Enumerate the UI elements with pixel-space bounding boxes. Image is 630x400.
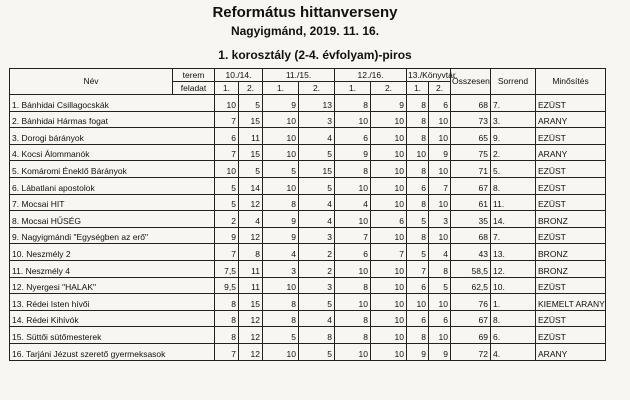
team-number: 12. xyxy=(12,282,24,293)
rank-cell: 14. xyxy=(491,211,536,228)
score-cell: 10 xyxy=(263,343,299,360)
score-cell: 11 xyxy=(239,277,263,294)
score-cell: 7 xyxy=(215,144,239,161)
score-cell: 5 xyxy=(263,161,299,178)
score-cell: 10 xyxy=(215,161,239,178)
score-cell: 5 xyxy=(299,294,335,311)
score-cell: 8 xyxy=(407,327,429,344)
total-cell: 68 xyxy=(451,95,491,112)
score-cell: 6 xyxy=(335,244,371,261)
score-cell: 4 xyxy=(299,211,335,228)
score-cell: 10 xyxy=(335,294,371,311)
team-cell xyxy=(10,128,215,145)
score-cell: 8 xyxy=(407,111,429,128)
rank-cell: 7. xyxy=(491,227,536,244)
score-cell: 9 xyxy=(263,211,299,228)
score-cell: 3 xyxy=(299,111,335,128)
team-number: 8. xyxy=(12,215,20,226)
team-name: Tarjáni Jézust szerető gyermeksasok xyxy=(26,348,166,359)
total-cell: 68 xyxy=(451,227,491,244)
header-room-3: 12./16. xyxy=(335,69,407,82)
rank-cell: 11. xyxy=(491,194,536,211)
score-cell: 6 xyxy=(407,310,429,327)
score-cell: 10 xyxy=(371,161,407,178)
rank-cell: 2. xyxy=(491,144,536,161)
rank-cell: 3. xyxy=(491,111,536,128)
score-cell: 6 xyxy=(335,128,371,145)
rank-cell: 5. xyxy=(491,161,536,178)
score-cell: 6 xyxy=(371,211,407,228)
score-cell: 12 xyxy=(239,227,263,244)
team-cell xyxy=(10,277,215,294)
team-name: Mocsai HŰSÉG xyxy=(21,215,81,226)
team-number: 15. xyxy=(12,331,24,342)
team-name: Rédei Isten hívői xyxy=(26,298,90,309)
score-cell: 10 xyxy=(335,260,371,277)
score-cell: 3 xyxy=(299,277,335,294)
score-cell: 15 xyxy=(239,111,263,128)
score-cell: 5 xyxy=(263,327,299,344)
team-cell xyxy=(10,260,215,277)
team-cell xyxy=(10,211,215,228)
score-cell: 8 xyxy=(407,95,429,112)
score-cell: 4 xyxy=(263,244,299,261)
team-number: 2. xyxy=(12,116,20,127)
grade-cell: EZÜST xyxy=(536,277,606,294)
score-cell: 10 xyxy=(371,260,407,277)
score-cell: 15 xyxy=(299,161,335,178)
score-cell: 12 xyxy=(239,327,263,344)
header-osszesen: Összesen xyxy=(451,69,491,95)
score-cell: 10 xyxy=(371,111,407,128)
score-cell: 8 xyxy=(215,310,239,327)
score-cell: 10 xyxy=(429,227,451,244)
table-row xyxy=(10,260,606,277)
score-cell: 5 xyxy=(429,277,451,294)
team-number: 14. xyxy=(12,315,24,326)
score-cell: 10 xyxy=(429,128,451,145)
score-cell: 6 xyxy=(429,95,451,112)
rank-cell: 6. xyxy=(491,327,536,344)
score-cell: 10 xyxy=(335,211,371,228)
score-cell: 10 xyxy=(371,327,407,344)
score-cell: 8 xyxy=(407,161,429,178)
score-cell: 3 xyxy=(299,227,335,244)
score-cell: 4 xyxy=(335,194,371,211)
score-cell: 2 xyxy=(299,260,335,277)
score-cell: 12 xyxy=(239,310,263,327)
grade-cell: EZÜST xyxy=(536,310,606,327)
page-subtitle: Nagyigmánd, 2019. 11. 16. xyxy=(230,24,380,38)
score-cell: 2 xyxy=(215,211,239,228)
rank-cell: 8. xyxy=(491,177,536,194)
team-number: 13. xyxy=(12,298,24,309)
rank-cell: 8. xyxy=(491,310,536,327)
grade-cell: EZÜST xyxy=(536,161,606,178)
score-cell: 5 xyxy=(239,95,263,112)
team-number: 5. xyxy=(12,165,20,176)
grade-cell: EZÜST xyxy=(536,227,606,244)
grade-cell: KIEMELT ARANY xyxy=(536,294,606,311)
rank-cell: 1. xyxy=(491,294,536,311)
score-cell: 8 xyxy=(335,95,371,112)
score-cell: 8 xyxy=(263,194,299,211)
team-cell xyxy=(10,194,215,211)
score-cell: 6 xyxy=(429,310,451,327)
score-cell: 15 xyxy=(239,144,263,161)
team-cell xyxy=(10,144,215,161)
score-cell: 5 xyxy=(215,177,239,194)
team-cell xyxy=(10,294,215,311)
grade-cell: EZÜST xyxy=(536,177,606,194)
team-name: Neszmély 2 xyxy=(26,248,71,259)
score-cell: 8 xyxy=(263,310,299,327)
header-name: Név xyxy=(10,69,173,95)
score-cell: 10 xyxy=(263,128,299,145)
header-minosites: Minősítés xyxy=(536,69,606,95)
score-cell: 15 xyxy=(239,294,263,311)
team-cell xyxy=(10,95,215,112)
table-row xyxy=(10,95,606,112)
results-body xyxy=(10,95,606,361)
score-cell: 11 xyxy=(239,128,263,145)
header-feladat: feladat xyxy=(173,82,215,95)
team-number: 7. xyxy=(12,199,20,210)
team-number: 1. xyxy=(12,99,20,110)
grade-cell: EZÜST xyxy=(536,128,606,145)
score-cell: 8 xyxy=(407,194,429,211)
team-number: 10. xyxy=(12,248,24,259)
table-row xyxy=(10,128,606,145)
score-cell: 10 xyxy=(263,111,299,128)
score-cell: 10 xyxy=(429,111,451,128)
team-number: 11. xyxy=(12,265,24,276)
score-cell: 8 xyxy=(407,227,429,244)
score-cell: 12 xyxy=(239,194,263,211)
grade-cell: EZÜST xyxy=(536,95,606,112)
table-row xyxy=(10,294,606,311)
header-sub-2: 2. xyxy=(299,82,335,95)
header-sub-1: 1. xyxy=(263,82,299,95)
score-cell: 10 xyxy=(263,177,299,194)
header-sub-2: 2. xyxy=(429,82,451,95)
score-cell: 10 xyxy=(263,277,299,294)
team-number: 16. xyxy=(12,348,24,359)
rank-cell: 4. xyxy=(491,343,536,360)
total-cell: 35 xyxy=(451,211,491,228)
score-cell: 4 xyxy=(299,128,335,145)
table-row xyxy=(10,194,606,211)
table-row xyxy=(10,327,606,344)
total-cell: 71 xyxy=(451,161,491,178)
grade-cell: EZÜST xyxy=(536,327,606,344)
grade-cell: ARANY xyxy=(536,144,606,161)
score-cell: 10 xyxy=(335,343,371,360)
score-cell: 10 xyxy=(371,227,407,244)
score-cell: 9 xyxy=(429,144,451,161)
score-cell: 8 xyxy=(299,327,335,344)
score-cell: 5 xyxy=(407,211,429,228)
table-row xyxy=(10,161,606,178)
score-cell: 4 xyxy=(299,310,335,327)
score-cell: 5 xyxy=(299,177,335,194)
score-cell: 3 xyxy=(263,260,299,277)
total-cell: 73 xyxy=(451,111,491,128)
score-cell: 7 xyxy=(215,343,239,360)
team-cell xyxy=(10,227,215,244)
rank-cell: 13. xyxy=(491,244,536,261)
table-row xyxy=(10,343,606,360)
total-cell: 75 xyxy=(451,144,491,161)
header-sub-1: 1. xyxy=(335,82,371,95)
score-cell: 7 xyxy=(215,244,239,261)
score-cell: 6 xyxy=(215,128,239,145)
team-cell xyxy=(10,327,215,344)
header-sub-1: 1. xyxy=(215,82,239,95)
header-room-4: 13./Könyvtár xyxy=(408,69,456,80)
score-cell: 8 xyxy=(407,128,429,145)
score-cell: 10 xyxy=(429,194,451,211)
rank-cell: 9. xyxy=(491,128,536,145)
score-cell: 8 xyxy=(429,260,451,277)
score-cell: 6 xyxy=(407,177,429,194)
category-title: 1. korosztály (2-4. évfolyam)-piros xyxy=(218,48,412,62)
score-cell: 14 xyxy=(239,177,263,194)
score-cell: 10 xyxy=(407,144,429,161)
table-row xyxy=(10,310,606,327)
header-room-2: 11./15. xyxy=(263,69,335,82)
team-name: Neszmély 4 xyxy=(25,265,70,276)
header-sub-2: 2. xyxy=(371,82,407,95)
score-cell: 10 xyxy=(371,310,407,327)
team-cell xyxy=(10,343,215,360)
total-cell: 67 xyxy=(451,310,491,327)
page-title: Református hittanverseny xyxy=(212,4,398,21)
score-cell: 12 xyxy=(239,343,263,360)
score-cell: 10 xyxy=(215,95,239,112)
team-cell xyxy=(10,244,215,261)
score-cell: 9 xyxy=(263,95,299,112)
table-row xyxy=(10,227,606,244)
results-table xyxy=(9,68,606,361)
score-cell: 5 xyxy=(299,144,335,161)
score-cell: 10 xyxy=(429,294,451,311)
team-number: 9. xyxy=(12,232,20,243)
score-cell: 10 xyxy=(429,161,451,178)
score-cell: 8 xyxy=(239,244,263,261)
grade-cell: BRONZ xyxy=(536,211,606,228)
score-cell: 7 xyxy=(407,260,429,277)
score-cell: 8 xyxy=(215,327,239,344)
score-cell: 10 xyxy=(371,144,407,161)
score-cell: 8 xyxy=(263,294,299,311)
team-name: Mocsai HIT xyxy=(21,199,65,210)
score-cell: 10 xyxy=(371,128,407,145)
score-cell: 5 xyxy=(299,343,335,360)
table-row xyxy=(10,177,606,194)
team-name: Nagyigmándi "Egységben az erő" xyxy=(21,232,148,243)
team-name: Dorogi bárányok xyxy=(21,132,84,143)
score-cell: 8 xyxy=(335,327,371,344)
team-name: Kocsi Álommanók xyxy=(21,149,90,160)
score-cell: 10 xyxy=(335,177,371,194)
score-cell: 13 xyxy=(299,95,335,112)
team-number: 6. xyxy=(12,182,20,193)
header-terem: terem xyxy=(173,69,215,82)
team-cell xyxy=(10,161,215,178)
team-name: Bánhidai Csillagocskák xyxy=(21,99,109,110)
score-cell: 7,5 xyxy=(215,260,239,277)
team-name: Rédei Kihívók xyxy=(26,315,79,326)
header-room-1: 10./14. xyxy=(215,69,263,82)
team-cell xyxy=(10,111,215,128)
score-cell: 5 xyxy=(239,161,263,178)
score-cell: 8 xyxy=(335,310,371,327)
total-cell: 69 xyxy=(451,327,491,344)
total-cell: 61 xyxy=(451,194,491,211)
header-sub-1: 1. xyxy=(407,82,429,95)
rank-cell: 12. xyxy=(491,260,536,277)
header-sorrend: Sorrend xyxy=(491,69,536,95)
score-cell: 3 xyxy=(429,211,451,228)
total-cell: 58,5 xyxy=(451,260,491,277)
grade-cell: BRONZ xyxy=(536,260,606,277)
score-cell: 9 xyxy=(263,227,299,244)
score-cell: 9 xyxy=(335,144,371,161)
team-name: Komáromi Éneklő Bárányok xyxy=(21,165,127,176)
grade-cell: BRONZ xyxy=(536,244,606,261)
score-cell: 10 xyxy=(335,111,371,128)
grade-cell: EZÜST xyxy=(536,194,606,211)
total-cell: 43 xyxy=(451,244,491,261)
team-cell xyxy=(10,177,215,194)
score-cell: 10 xyxy=(371,277,407,294)
score-cell: 8 xyxy=(335,277,371,294)
score-cell: 10 xyxy=(407,294,429,311)
score-cell: 10 xyxy=(263,144,299,161)
score-cell: 10 xyxy=(429,327,451,344)
total-cell: 62,5 xyxy=(451,277,491,294)
team-name: Nyergesi "HALAK" xyxy=(26,282,97,293)
total-cell: 67 xyxy=(451,177,491,194)
team-name: Lábatlani apostolok xyxy=(21,182,95,193)
score-cell: 9 xyxy=(407,343,429,360)
score-cell: 8 xyxy=(335,161,371,178)
team-number: 4. xyxy=(12,149,20,160)
score-cell: 10 xyxy=(371,194,407,211)
score-cell: 4 xyxy=(429,244,451,261)
table-row xyxy=(10,277,606,294)
score-cell: 11 xyxy=(239,260,263,277)
rank-cell: 7. xyxy=(491,95,536,112)
table-row xyxy=(10,144,606,161)
table-row xyxy=(10,211,606,228)
team-number: 3. xyxy=(12,132,20,143)
score-cell: 2 xyxy=(299,244,335,261)
grade-cell: ARANY xyxy=(536,111,606,128)
total-cell: 65 xyxy=(451,128,491,145)
score-cell: 7 xyxy=(335,227,371,244)
grade-cell: ARANY xyxy=(536,343,606,360)
score-cell: 7 xyxy=(371,244,407,261)
score-cell: 7 xyxy=(429,177,451,194)
total-cell: 76 xyxy=(451,294,491,311)
score-cell: 10 xyxy=(371,177,407,194)
score-cell: 4 xyxy=(299,194,335,211)
score-cell: 5 xyxy=(407,244,429,261)
score-cell: 9 xyxy=(371,95,407,112)
team-name: Bánhidai Hármas fogat xyxy=(21,116,108,127)
table-row xyxy=(10,111,606,128)
score-cell: 4 xyxy=(239,211,263,228)
team-cell xyxy=(10,310,215,327)
score-cell: 8 xyxy=(215,294,239,311)
score-cell: 6 xyxy=(407,277,429,294)
score-cell: 9 xyxy=(429,343,451,360)
rank-cell: 10. xyxy=(491,277,536,294)
team-name: Süttői sütőmesterek xyxy=(26,331,102,342)
score-cell: 5 xyxy=(215,194,239,211)
score-cell: 9 xyxy=(215,227,239,244)
total-cell: 72 xyxy=(451,343,491,360)
score-cell: 10 xyxy=(371,343,407,360)
score-cell: 10 xyxy=(371,294,407,311)
header-sub-2: 2. xyxy=(239,82,263,95)
score-cell: 9,5 xyxy=(215,277,239,294)
score-cell: 7 xyxy=(215,111,239,128)
table-row xyxy=(10,244,606,261)
